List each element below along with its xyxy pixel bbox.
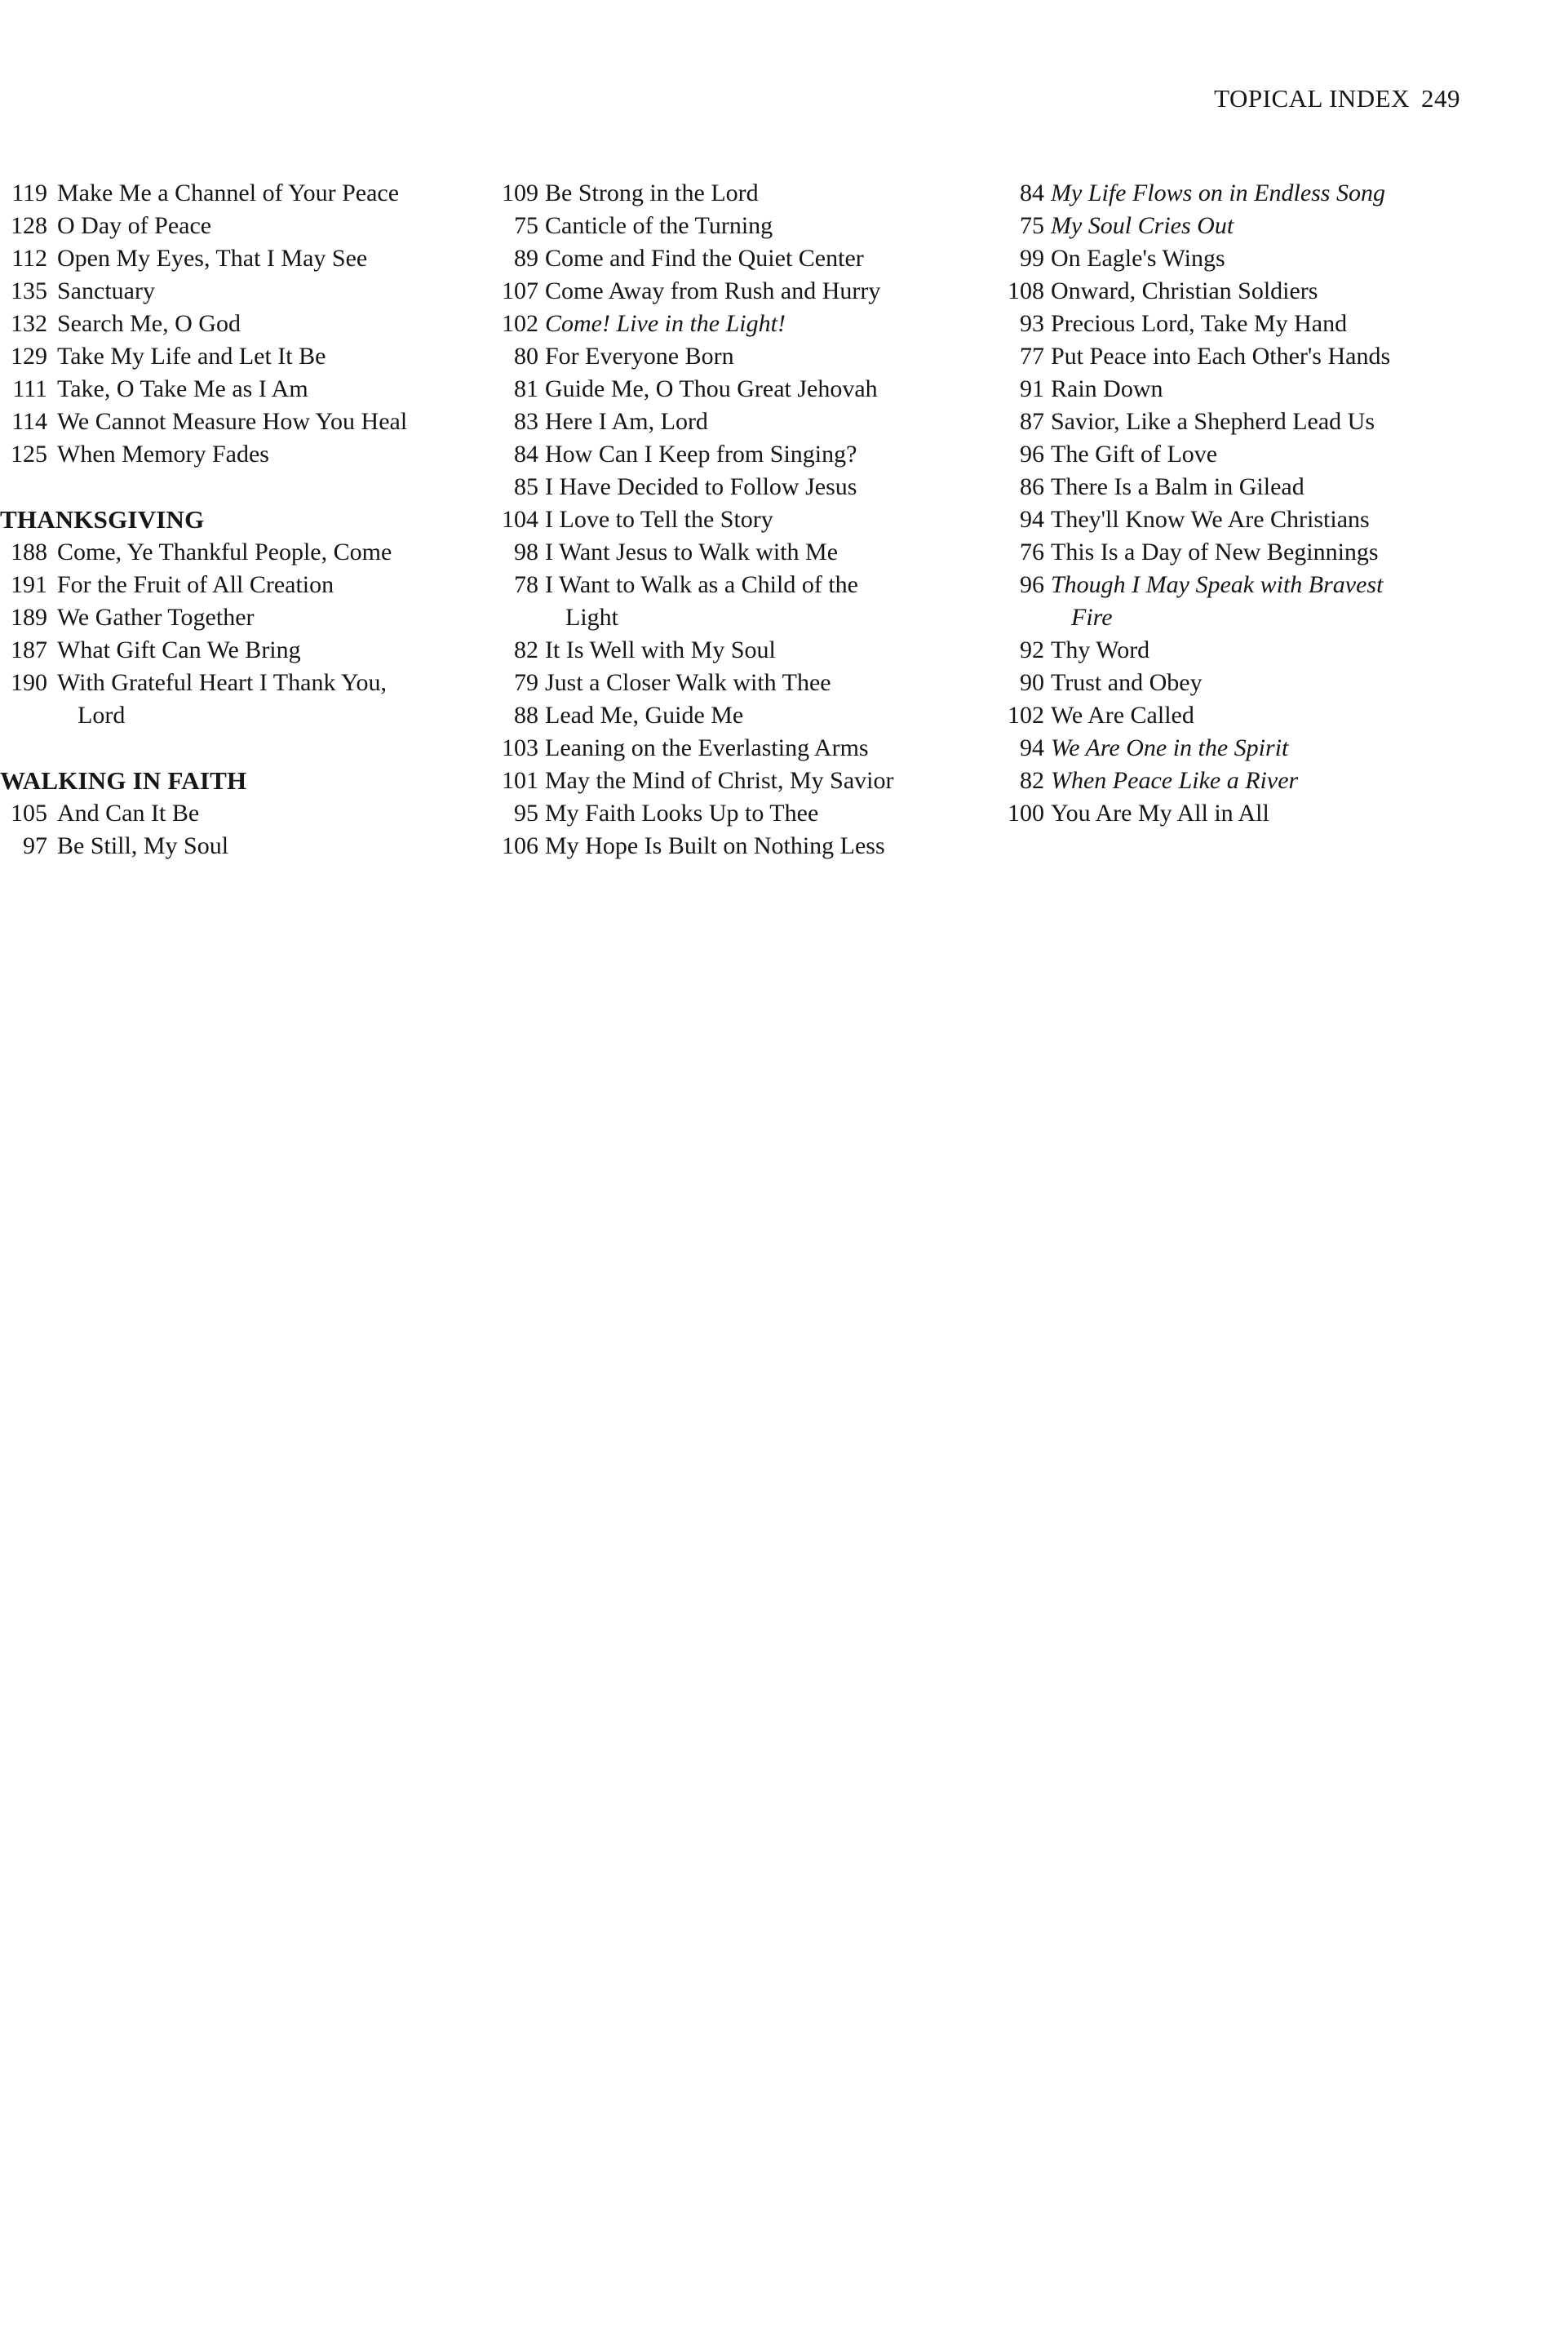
hymn-title-text: Take, O Take Me as I Am <box>57 375 308 402</box>
index-entry <box>0 830 489 863</box>
index-entry <box>489 275 995 308</box>
index-entry <box>995 797 1501 830</box>
hymn-title <box>1051 536 1501 569</box>
hymn-title <box>57 242 489 275</box>
hymn-title <box>1051 732 1501 765</box>
hymn-title-text: My Life Flows on in Endless Song <box>1051 180 1385 206</box>
hymn-title <box>545 536 995 569</box>
hymn-title-text: Trust and Obey <box>1051 669 1203 696</box>
hymn-title <box>545 308 995 340</box>
header-label: TOPICAL INDEX <box>1214 84 1410 113</box>
hymn-title <box>57 536 489 569</box>
hymn-title <box>1051 373 1501 406</box>
index-entry <box>489 438 995 471</box>
hymn-title <box>545 242 995 275</box>
hymn-title <box>57 667 489 732</box>
hymn-number: 87 <box>1020 408 1044 435</box>
entry-list <box>0 536 489 732</box>
index-entry <box>995 210 1501 242</box>
hymn-title-text: Just a Closer Walk with Thee <box>545 669 831 696</box>
hymn-title-text: Precious Lord, Take My Hand <box>1051 310 1348 337</box>
hymn-title-text: My Soul Cries Out <box>1051 212 1234 239</box>
hymn-number: 85 <box>514 473 538 500</box>
hymn-title-continuation: Fire <box>1071 604 1113 631</box>
hymn-number: 91 <box>1020 375 1044 402</box>
hymn-number: 191 <box>11 571 47 598</box>
hymn-number: 77 <box>1020 343 1044 370</box>
hymn-title <box>545 340 995 373</box>
hymn-title <box>545 438 995 471</box>
index-entry <box>489 667 995 699</box>
hymn-title-text: We Cannot Measure How You Heal <box>57 408 408 435</box>
index-entry <box>0 667 489 732</box>
hymn-title-text: Come! Live in the Light! <box>545 310 786 337</box>
hymn-number: 102 <box>1008 702 1044 729</box>
index-entry <box>0 634 489 667</box>
hymn-title-text: When Memory Fades <box>57 441 269 468</box>
hymn-number: 125 <box>11 441 47 468</box>
index-entry <box>995 275 1501 308</box>
hymn-number: 86 <box>1020 473 1044 500</box>
hymn-title-text: Lead Me, Guide Me <box>545 702 744 729</box>
index-column-3 <box>995 177 1501 830</box>
hymn-title-text: Be Strong in the Lord <box>545 180 759 206</box>
hymn-title <box>1051 308 1501 340</box>
index-entry <box>995 667 1501 699</box>
index-entry <box>489 634 995 667</box>
index-column-1 <box>0 177 489 863</box>
index-entry <box>489 406 995 438</box>
hymn-title-text: Come and Find the Quiet Center <box>545 245 864 272</box>
hymn-number: 189 <box>11 604 47 631</box>
hymn-title <box>545 210 995 242</box>
hymn-title <box>545 406 995 438</box>
index-entry <box>0 601 489 634</box>
hymn-title-text: The Gift of Love <box>1051 441 1218 468</box>
index-entry <box>995 732 1501 765</box>
hymn-number: 105 <box>11 800 47 827</box>
hymn-title-text: May the Mind of Christ, My Savior <box>545 767 894 794</box>
hymn-title <box>57 569 489 601</box>
index-entry <box>489 177 995 210</box>
index-entry <box>0 177 489 210</box>
hymn-title <box>57 210 489 242</box>
index-entry <box>489 503 995 536</box>
hymn-number: 90 <box>1020 669 1044 696</box>
hymn-title-text: I Want Jesus to Walk with Me <box>545 539 839 565</box>
hymn-title-text: I Have Decided to Follow Jesus <box>545 473 857 500</box>
index-entry <box>0 536 489 569</box>
hymn-number: 75 <box>1020 212 1044 239</box>
hymn-number: 83 <box>514 408 538 435</box>
hymn-number: 80 <box>514 343 538 370</box>
hymn-title <box>1051 242 1501 275</box>
hymn-title-text: Open My Eyes, That I May See <box>57 245 368 272</box>
index-entry <box>995 406 1501 438</box>
hymn-title <box>545 732 995 765</box>
index-entry <box>489 569 995 634</box>
hymn-number: 82 <box>514 636 538 663</box>
hymn-number: 100 <box>1008 800 1044 827</box>
hymn-number: 129 <box>11 343 47 370</box>
hymn-title-text: On Eagle's Wings <box>1051 245 1225 272</box>
entry-list <box>489 177 995 863</box>
hymn-title-text: For Everyone Born <box>545 343 734 370</box>
hymn-title <box>1051 699 1501 732</box>
hymn-title <box>57 830 489 863</box>
hymn-title-text: We Are Called <box>1051 702 1194 729</box>
index-entry <box>489 830 995 863</box>
hymn-title-text: How Can I Keep from Singing? <box>545 441 857 468</box>
hymn-title-text: Rain Down <box>1051 375 1163 402</box>
hymn-title <box>57 438 489 471</box>
index-entry <box>995 536 1501 569</box>
index-entry <box>995 765 1501 797</box>
hymn-number: 76 <box>1020 539 1044 565</box>
hymn-title <box>57 373 489 406</box>
hymn-title <box>545 503 995 536</box>
hymn-number: 89 <box>514 245 538 272</box>
index-entry <box>489 340 995 373</box>
hymn-title-continuation: Lord <box>78 702 126 729</box>
hymn-title-text: Savior, Like a Shepherd Lead Us <box>1051 408 1375 435</box>
hymn-title <box>1051 275 1501 308</box>
index-entry <box>0 210 489 242</box>
index-entry <box>0 373 489 406</box>
entry-list <box>0 177 489 471</box>
hymn-title-text: It Is Well with My Soul <box>545 636 776 663</box>
hymn-number: 79 <box>514 669 538 696</box>
hymn-number: 96 <box>1020 571 1044 598</box>
hymn-title <box>1051 765 1501 797</box>
index-entry <box>0 340 489 373</box>
index-entry <box>0 275 489 308</box>
hymn-title <box>545 830 995 863</box>
index-entry <box>995 177 1501 210</box>
index-entry <box>995 634 1501 667</box>
hymn-title-text: With Grateful Heart I Thank You, <box>57 669 387 696</box>
hymn-number: 109 <box>502 180 538 206</box>
hymn-title-text: Put Peace into Each Other's Hands <box>1051 343 1391 370</box>
hymn-title <box>1051 210 1501 242</box>
hymn-title <box>545 373 995 406</box>
hymn-number: 128 <box>11 212 47 239</box>
hymn-title-text: Make Me a Channel of Your Peace <box>57 180 400 206</box>
hymn-number: 187 <box>11 636 47 663</box>
running-header <box>1214 84 1460 113</box>
hymn-title-text: I Want to Walk as a Child of the <box>545 571 858 598</box>
hymn-title-text: We Gather Together <box>57 604 255 631</box>
hymn-title-text: And Can It Be <box>57 800 200 827</box>
hymn-title <box>1051 471 1501 503</box>
hymn-number: 84 <box>514 441 538 468</box>
index-entry <box>0 308 489 340</box>
hymn-number: 103 <box>502 734 538 761</box>
hymn-number: 99 <box>1020 245 1044 272</box>
hymn-number: 88 <box>514 702 538 729</box>
hymn-title-text: My Faith Looks Up to Thee <box>545 800 819 827</box>
index-entry <box>995 438 1501 471</box>
index-entry <box>489 797 995 830</box>
hymn-number: 93 <box>1020 310 1044 337</box>
index-entry <box>995 308 1501 340</box>
hymn-title <box>545 177 995 210</box>
hymn-title <box>1051 569 1501 634</box>
hymn-title-text: Thy Word <box>1051 636 1150 663</box>
hymn-title <box>1051 667 1501 699</box>
index-entry <box>995 373 1501 406</box>
hymn-number: 75 <box>514 212 538 239</box>
hymn-title <box>1051 340 1501 373</box>
hymn-number: 188 <box>11 539 47 565</box>
hymn-number: 132 <box>11 310 47 337</box>
hymn-title <box>1051 406 1501 438</box>
hymn-title-text: My Hope Is Built on Nothing Less <box>545 832 885 859</box>
hymn-title <box>545 699 995 732</box>
index-entry <box>995 699 1501 732</box>
hymn-title-text: O Day of Peace <box>57 212 212 239</box>
hymn-title-text: Be Still, My Soul <box>57 832 229 859</box>
index-entry <box>489 242 995 275</box>
index-entry <box>995 242 1501 275</box>
hymn-number: 111 <box>12 375 47 402</box>
hymn-title-text: Though I May Speak with Bravest <box>1051 571 1384 598</box>
hymn-title-text: When Peace Like a River <box>1051 767 1299 794</box>
index-entry <box>489 308 995 340</box>
index-entry <box>489 471 995 503</box>
hymn-number: 104 <box>502 506 538 533</box>
hymn-title <box>1051 634 1501 667</box>
index-entry <box>0 242 489 275</box>
hymn-number: 190 <box>11 669 47 696</box>
hymn-title <box>1051 438 1501 471</box>
hymn-title-text: I Love to Tell the Story <box>545 506 773 533</box>
hymn-title-text: Leaning on the Everlasting Arms <box>545 734 869 761</box>
index-entry <box>995 340 1501 373</box>
hymn-title-text: Onward, Christian Soldiers <box>1051 277 1318 304</box>
hymn-title <box>1051 797 1501 830</box>
hymn-title-text: Come, Ye Thankful People, Come <box>57 539 392 565</box>
index-column-2 <box>489 177 995 863</box>
index-entry <box>0 569 489 601</box>
index-entry <box>489 373 995 406</box>
hymn-title-text: You Are My All in All <box>1051 800 1269 827</box>
hymn-number: 96 <box>1020 441 1044 468</box>
hymn-title <box>545 797 995 830</box>
hymn-title <box>1051 177 1501 210</box>
index-entry <box>489 210 995 242</box>
hymn-title <box>57 340 489 373</box>
hymn-number: 78 <box>514 571 538 598</box>
hymn-number: 106 <box>502 832 538 859</box>
entry-list <box>995 177 1501 830</box>
hymn-title-text: Take My Life and Let It Be <box>57 343 326 370</box>
hymn-title-text: This Is a Day of New Beginnings <box>1051 539 1379 565</box>
hymn-number: 135 <box>11 277 47 304</box>
hymn-title <box>57 797 489 830</box>
hymn-title <box>57 308 489 340</box>
hymn-title <box>545 667 995 699</box>
hymn-number: 81 <box>514 375 538 402</box>
index-entry <box>489 536 995 569</box>
section-heading-thanksgiving: THANKSGIVING <box>0 505 205 534</box>
hymn-number: 98 <box>514 539 538 565</box>
hymn-number: 101 <box>502 767 538 794</box>
index-entry <box>0 406 489 438</box>
index-entry <box>489 732 995 765</box>
index-entry <box>995 471 1501 503</box>
hymn-title-text: Search Me, O God <box>57 310 241 337</box>
hymn-title <box>545 634 995 667</box>
hymn-number: 102 <box>502 310 538 337</box>
hymn-number: 95 <box>514 800 538 827</box>
hymn-title-text: There Is a Balm in Gilead <box>1051 473 1304 500</box>
index-entry <box>489 765 995 797</box>
hymn-title-text: For the Fruit of All Creation <box>57 571 334 598</box>
hymn-number: 97 <box>23 832 47 859</box>
hymn-title <box>57 177 489 210</box>
hymn-number: 107 <box>502 277 538 304</box>
hymn-title-text: Guide Me, O Thou Great Jehovah <box>545 375 878 402</box>
hymn-title <box>57 406 489 438</box>
hymn-title-continuation: Light <box>565 604 618 631</box>
hymn-number: 94 <box>1020 734 1044 761</box>
hymn-title <box>545 569 995 634</box>
hymn-number: 82 <box>1020 767 1044 794</box>
hymn-number: 94 <box>1020 506 1044 533</box>
index-entry <box>489 699 995 732</box>
hymn-title-text: Canticle of the Turning <box>545 212 773 239</box>
page-number: 249 <box>1421 84 1460 113</box>
hymn-title <box>545 765 995 797</box>
hymn-title <box>57 634 489 667</box>
index-entry <box>0 797 489 830</box>
hymn-title <box>545 275 995 308</box>
hymn-number: 84 <box>1020 180 1044 206</box>
hymn-title-text: Come Away from Rush and Hurry <box>545 277 881 304</box>
hymn-title <box>545 471 995 503</box>
hymn-number: 92 <box>1020 636 1044 663</box>
hymn-title-text: They'll Know We Are Christians <box>1051 506 1370 533</box>
hymn-title <box>1051 503 1501 536</box>
index-entry <box>995 503 1501 536</box>
index-entry <box>995 569 1501 634</box>
hymn-number: 112 <box>11 245 47 272</box>
index-entry <box>0 438 489 471</box>
hymn-title-text: Here I Am, Lord <box>545 408 708 435</box>
hymn-number: 114 <box>11 408 47 435</box>
hymn-title-text: What Gift Can We Bring <box>57 636 301 663</box>
section-heading-walking-in-faith: WALKING IN FAITH <box>0 766 247 795</box>
hymn-title-text: We Are One in the Spirit <box>1051 734 1289 761</box>
hymn-title-text: Sanctuary <box>57 277 155 304</box>
hymn-title <box>57 275 489 308</box>
hymn-number: 119 <box>11 180 47 206</box>
hymn-number: 108 <box>1008 277 1044 304</box>
hymn-title <box>57 601 489 634</box>
entry-list <box>0 797 489 863</box>
